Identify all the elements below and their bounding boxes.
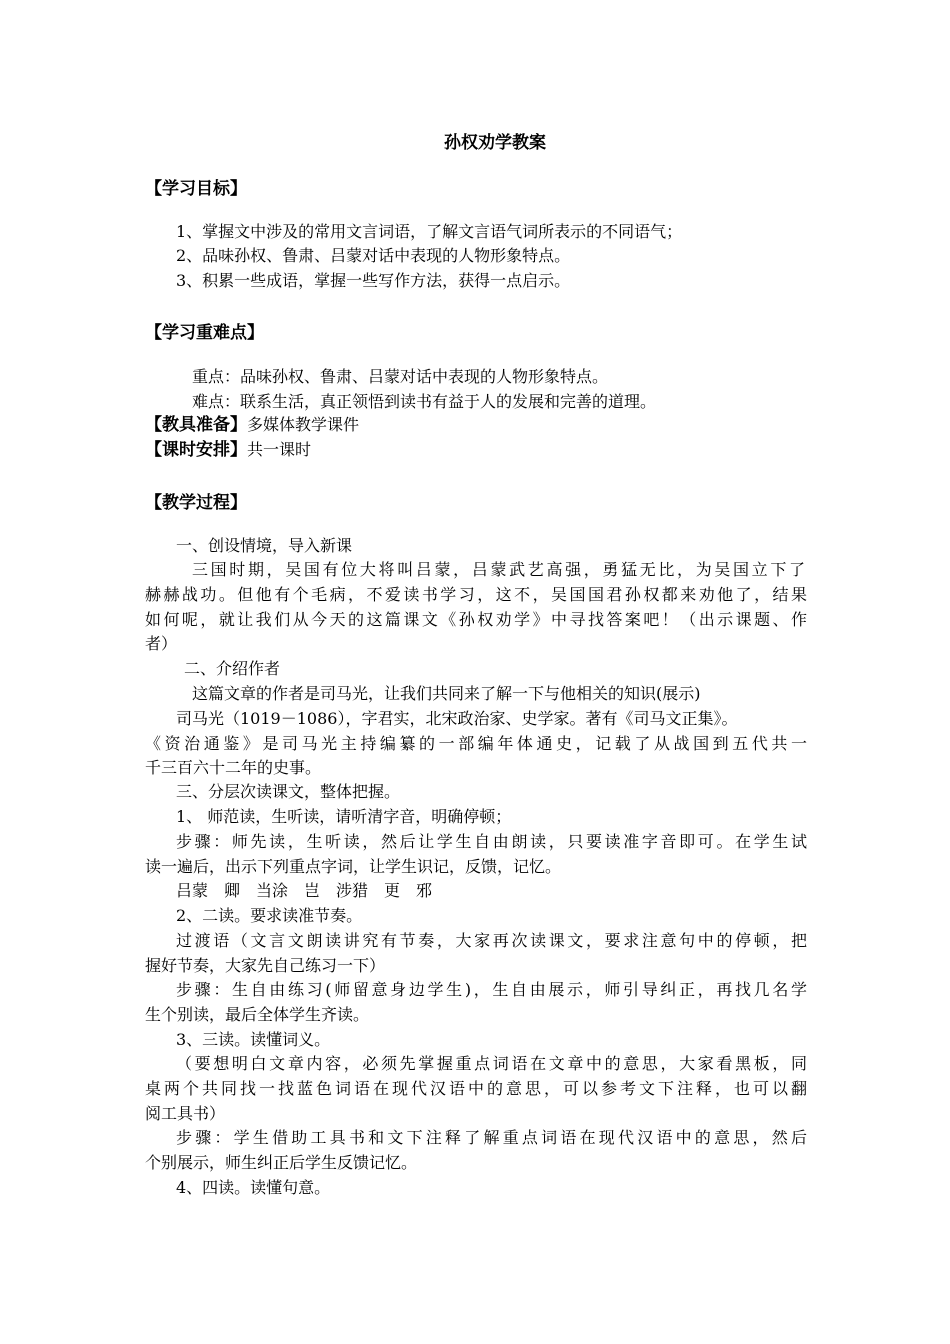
process-line: 步骤：学生借助工具书和文下注释了解重点词语在现代汉语中的意思，然后 [176,1128,807,1147]
process-line: 千三百六十二年的史事。 [145,758,322,777]
tools-value: 多媒体教学课件 [247,415,360,434]
schedule-value: 共一课时 [247,440,312,459]
process-line: 二、介绍作者 [184,659,281,678]
process-line: 司马光（1019－1086），字君实，北宋政治家、史学家。著有《司马文正集》。 [176,709,738,728]
process-line: 个别展示，师生纠正后学生反馈记忆。 [145,1153,418,1172]
process-line: 赫赫战功。但他有个毛病，不爱读书学习，这不，吴国国君孙权都来劝他了，结果 [145,585,807,604]
schedule-row [145,439,311,461]
process-line: 三、分层次读课文，整体把握。 [176,782,401,801]
keypoint-difficulty: 难点：联系生活，真正领悟到读书有益于人的发展和完善的道理。 [192,392,657,411]
process-line: 生个别读，最后全体学生齐读。 [145,1005,370,1024]
process-line: 三国时期，吴国有位大将叫吕蒙，吕蒙武艺高强，勇猛无比，为吴国立下了 [192,560,805,579]
goal-item-1: 1、掌握文中涉及的常用文言词语，了解文言语气词所表示的不同语气； [176,222,683,241]
process-line: 者） [145,634,178,653]
section-heading-goals: 【学习目标】 [145,179,247,199]
process-line: 步骤：生自由练习(师留意身边学生)，生自由展示，师引导纠正，再找几名学 [176,980,807,999]
process-line: 桌两个共同找一找蓝色词语在现代汉语中的意思，可以参考文下注释，也可以翻 [145,1079,807,1098]
process-line: 2、二读。要求读准节奏。 [176,906,363,925]
tools-label: 【教具准备】 [145,415,247,435]
process-line: 1、 师范读，生听读，请听清字音，明确停顿； [176,807,512,826]
process-line: 如何呢，就让我们从今天的这篇课文《孙权劝学》中寻找答案吧！（出示课题、作 [145,610,807,629]
section-heading-process: 【教学过程】 [145,493,247,513]
process-line: 步骤：师先读，生听读，然后让学生自由朗读，只要读准字音即可。在学生试 [176,832,807,851]
schedule-label: 【课时安排】 [145,440,247,460]
goal-item-3: 3、积累一些成语，掌握一些写作方法，获得一点启示。 [176,271,571,290]
process-line: 一、创设情境，导入新课 [176,536,353,555]
tools-row [145,414,359,436]
process-line: 这篇文章的作者是司马光，让我们共同来了解一下与他相关的知识(展示) [192,684,701,703]
section-heading-keypoints: 【学习重难点】 [145,323,264,343]
process-line: 读一遍后，出示下列重点字词，让学生识记，反馈，记忆。 [145,857,562,876]
document-title: 孙权劝学教案 [444,133,546,153]
process-line: （要想明白文章内容，必须先掌握重点词语在文章中的意思，大家看黑板，同 [176,1054,807,1073]
process-line: 3、三读。读懂词义。 [176,1030,331,1049]
process-line: 过渡语（文言文朗读讲究有节奏，大家再次读课文，要求注意句中的停顿，把 [176,931,807,950]
process-line: 阅工具书） [145,1104,226,1123]
process-line: 《资治通鉴》是司马光主持编纂的一部编年体通史，记载了从战国到五代共一 [145,734,807,753]
goal-item-2: 2、品味孙权、鲁肃、吕蒙对话中表现的人物形象特点。 [176,246,571,265]
process-line: 吕蒙 卿 当涂 岂 涉猎 更 邪 [176,881,433,900]
keypoint-focus: 重点：品味孙权、鲁肃、吕蒙对话中表现的人物形象特点。 [192,367,609,386]
process-line: 4、四读。读懂句意。 [176,1178,331,1197]
process-line: 握好节奏，大家先自己练习一下） [145,956,386,975]
